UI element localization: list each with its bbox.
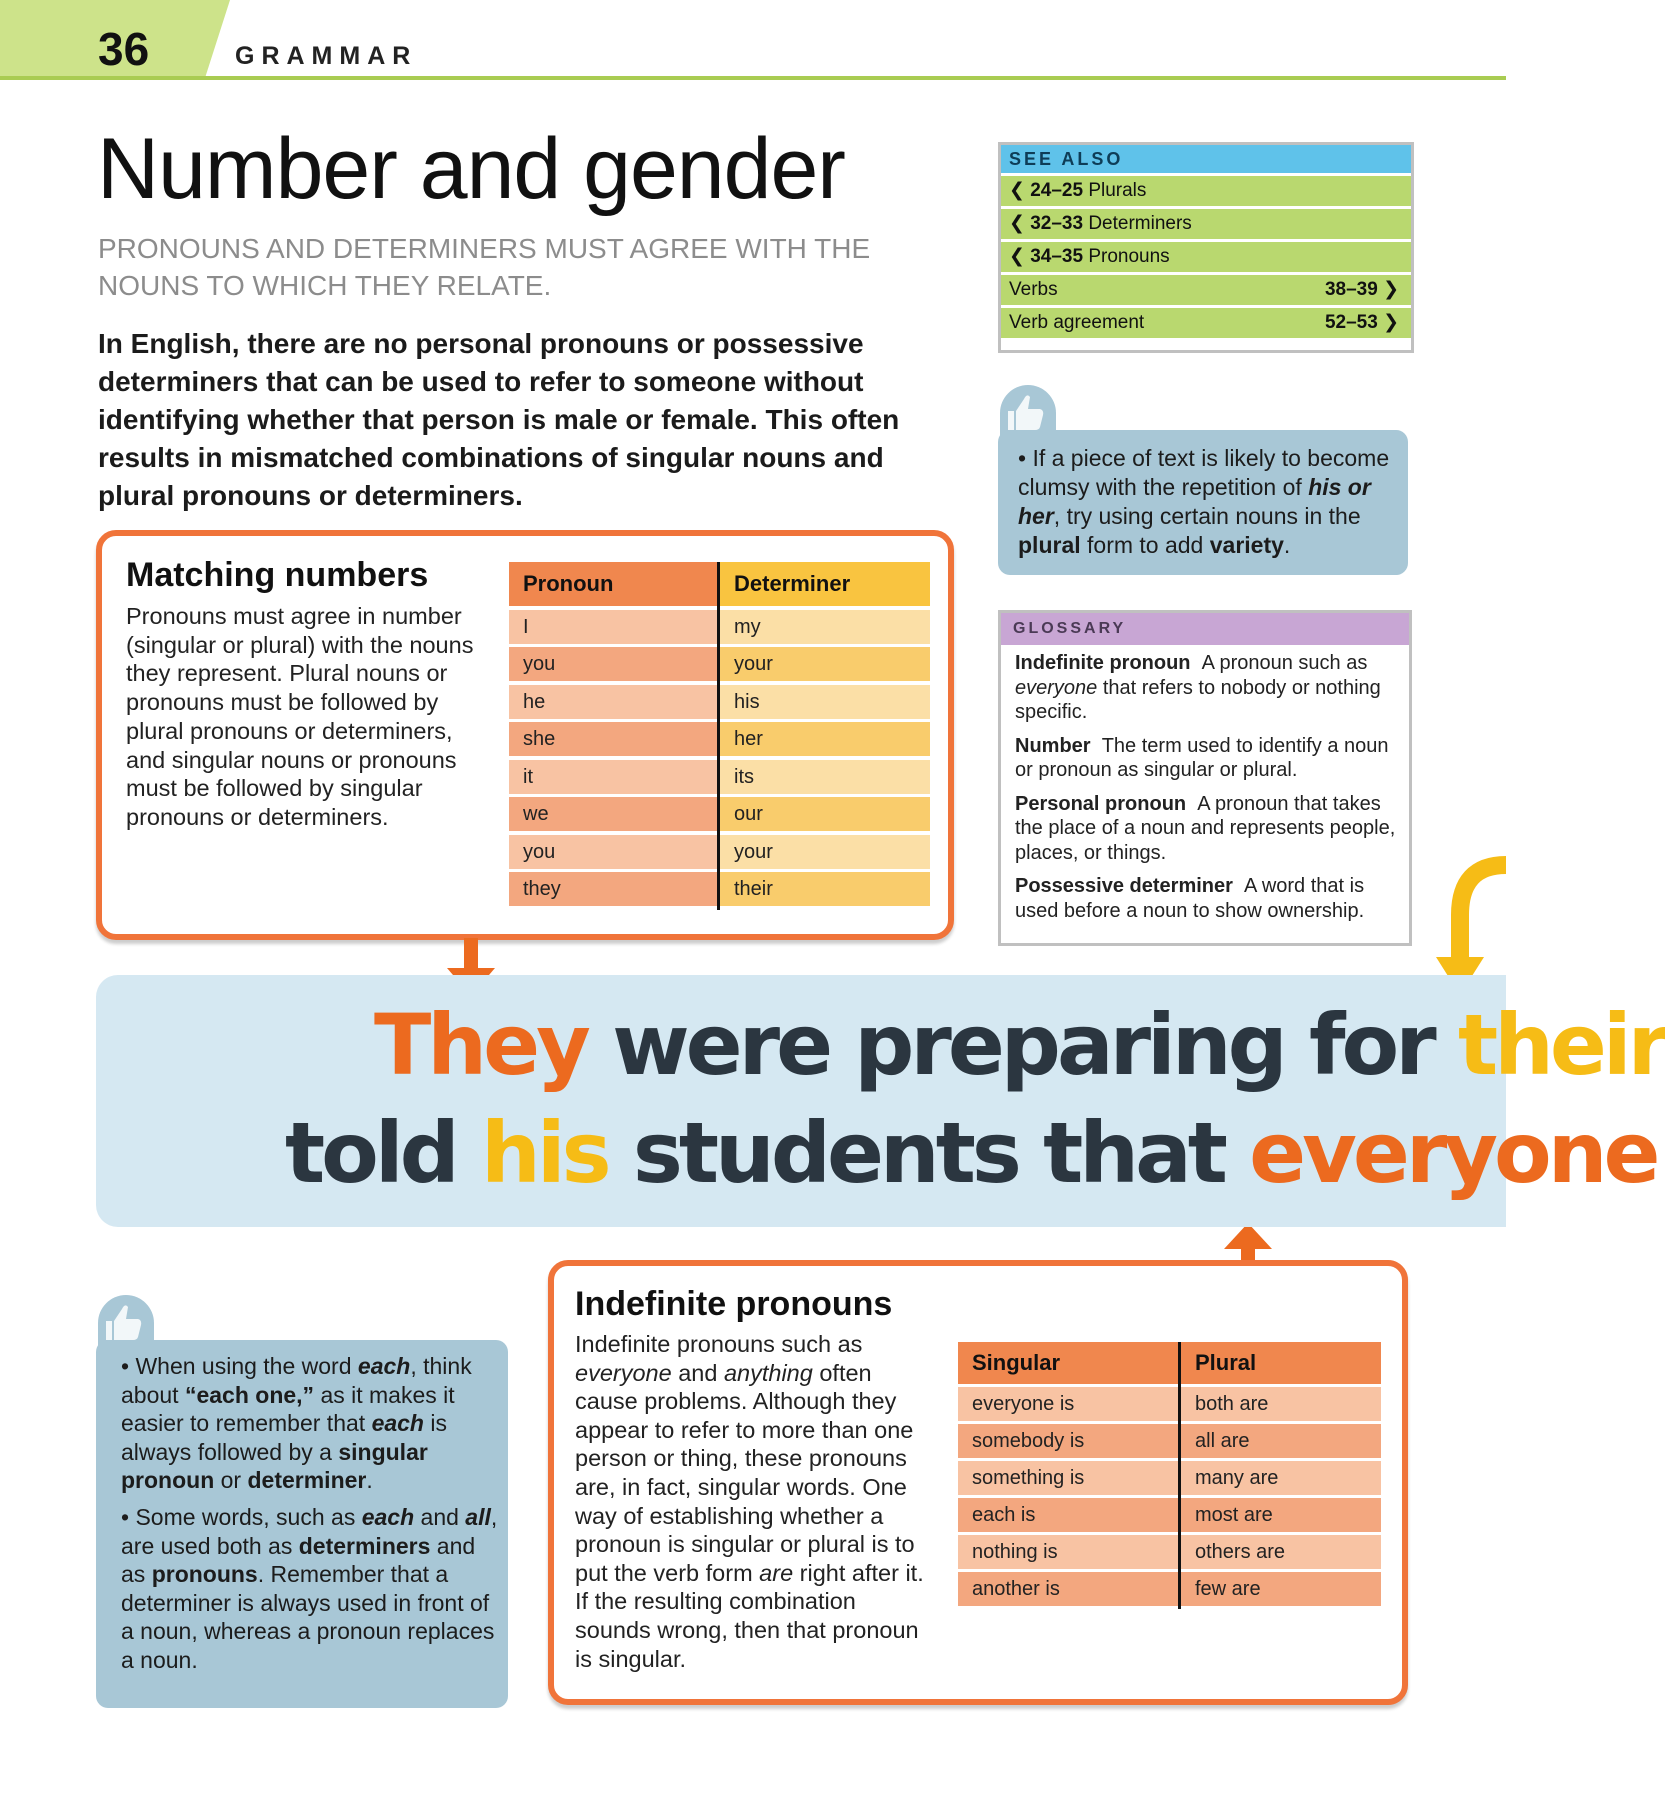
section-label: GRAMMAR	[235, 42, 418, 70]
table-cell: something is	[958, 1461, 1178, 1495]
glossary-heading: GLOSSARY	[1001, 613, 1409, 645]
table-cell: everyone is	[958, 1387, 1178, 1421]
example-line-1: They were preparing for their	[374, 996, 1665, 1094]
see-also-item[interactable]: ❮ 32–33 Determiners	[1001, 209, 1411, 239]
tip-text-bottom: • When using the word each, think about “each one,” as it makes it easier to remember that each is always followed by a singular pronoun or determiner. • Some words, such as each and all, are used both as determiners and as pronouns. Remember that a determiner is always used in front of a noun, whereas a pronoun replaces a noun.	[121, 1353, 498, 1673]
table-cell: most are	[1181, 1498, 1381, 1532]
table-cell: we	[509, 797, 717, 831]
table-cell: her	[720, 722, 930, 756]
table-header: Determiner	[720, 562, 930, 606]
table-cell: your	[720, 835, 930, 869]
see-also-item[interactable]: Verbs 38–39 ❯	[1001, 275, 1411, 305]
matching-numbers-heading: Matching numbers	[126, 556, 429, 594]
page-subtitle: PRONOUNS AND DETERMINERS MUST AGREE WITH THE NOUNS TO WHICH THEY RELATE.	[98, 233, 871, 301]
table-cell: their	[720, 872, 930, 906]
table-cell: many are	[1181, 1461, 1381, 1495]
table-cell: they	[509, 872, 717, 906]
table-cell: she	[509, 722, 717, 756]
word-everyone: everyone	[1249, 1104, 1657, 1202]
table-cell: both are	[1181, 1387, 1381, 1421]
table-cell: my	[720, 610, 930, 644]
word-his: his	[481, 1104, 608, 1202]
table-cell: its	[720, 760, 930, 794]
see-also-box	[998, 142, 1414, 353]
table-cell: his	[720, 685, 930, 719]
table-cell: you	[509, 647, 717, 681]
table-cell: few are	[1181, 1572, 1381, 1606]
table-cell: our	[720, 797, 930, 831]
glossary-entry: Indefinite pronoun A pronoun such as everyone that refers to nobody or nothing specific.	[1015, 652, 1381, 723]
page-title: Number and gender	[97, 121, 845, 217]
glossary-entry: Number The term used to identify a noun or pronoun as singular or plural.	[1015, 734, 1389, 781]
word-their: their	[1457, 996, 1665, 1094]
table-cell: your	[720, 647, 930, 681]
see-also-heading: SEE ALSO	[1001, 145, 1411, 173]
indefinite-pronouns-text: Indefinite pronouns such as everyone and anything often cause problems. Although they appear to refer to more than one person or thing, these pronouns are, in fact, singular words. One way of establishing whether a pronoun is singular or plural is to put the verb form are right after it. If the resulting combination sounds wrong, then that pronoun is singular.	[575, 1331, 924, 1672]
table-cell: nothing is	[958, 1535, 1178, 1569]
word-they: They	[374, 996, 587, 1094]
header-rule	[0, 76, 1506, 80]
table-cell: each is	[958, 1498, 1178, 1532]
table-header: Pronoun	[509, 562, 717, 606]
table-cell: all are	[1181, 1424, 1381, 1458]
example-line-2: told his students that everyone	[285, 1104, 1657, 1202]
table-divider	[717, 562, 720, 910]
glossary-entry: Personal pronoun A pronoun that takes the place of a noun and represents people, places, or things.	[1015, 792, 1396, 864]
table-cell: I	[509, 610, 717, 644]
tip-text-top: • If a piece of text is likely to become clumsy with the repetition of his or her, try using certain nouns in the plural form to add variety.	[1018, 445, 1390, 558]
intro-paragraph: In English, there are no personal pronouns or possessive determiners that can be used to refer to someone without identifying whether that person is male or female. This often results in mismatched combinations of singular nouns and plural pronouns or determiners.	[98, 328, 900, 511]
table-header: Singular	[958, 1342, 1178, 1384]
see-also-item[interactable]: Verb agreement 52–53 ❯	[1001, 308, 1411, 338]
table-cell: somebody is	[958, 1424, 1178, 1458]
glossary-box	[998, 610, 1412, 946]
table-cell: another is	[958, 1572, 1178, 1606]
table-cell: he	[509, 685, 717, 719]
table-cell: others are	[1181, 1535, 1381, 1569]
table-header: Plural	[1181, 1342, 1381, 1384]
matching-numbers-text: Pronouns must agree in number (singular or plural) with the nouns they represent. Plural nouns or pronouns must be followed by plural pronouns or determiners, and singular nouns or pronouns must be followed by singular pronouns or determiners.	[126, 603, 474, 830]
glossary-entry: Possessive determiner A word that is used before a noun to show ownership.	[1015, 875, 1365, 922]
see-also-item[interactable]: ❮ 34–35 Pronouns	[1001, 242, 1411, 272]
indefinite-pronouns-heading: Indefinite pronouns	[575, 1285, 893, 1323]
page-number: 36	[98, 23, 150, 75]
table-divider	[1178, 1342, 1181, 1609]
table-cell: you	[509, 835, 717, 869]
table-cell: it	[509, 760, 717, 794]
see-also-item[interactable]: ❮ 24–25 Plurals	[1001, 176, 1411, 206]
